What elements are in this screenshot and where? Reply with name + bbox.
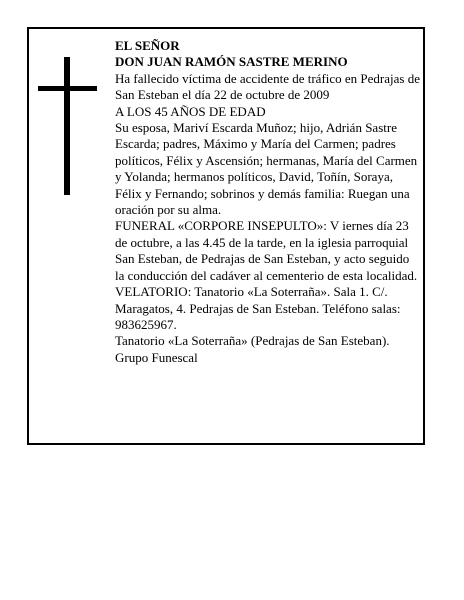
- age-line: A LOS 45 AÑOS DE EDAD: [115, 103, 266, 119]
- wake-info: VELATORIO: Tanatorio «La Soterraña». Sala 1. C/. Maragatos, 4. Pedrajas de San Esteban. Teléfono salas: 983625967.: [115, 284, 401, 332]
- funeral-company: Grupo Funescal: [115, 349, 198, 365]
- heading-title: EL SEÑOR: [115, 38, 180, 53]
- funeral-info: FUNERAL «CORPORE INSEPULTO»: V iernes día 23 de octubre, a las 4.45 de la tarde, en la iglesia parroquial San Esteban, de Pedrajas de San Esteban, y acto seguido la conducción del cadáver al cementerio de esta localidad.: [115, 218, 418, 283]
- obituary-text: [115, 38, 420, 366]
- cross-icon-arm: [38, 86, 97, 91]
- deceased-name: DON JUAN RAMÓN SASTRE MERINO: [115, 54, 348, 70]
- family-list: Su esposa, Mariví Escarda Muñoz; hijo, Adrián Sastre Escarda; padres, Máximo y María del Carmen; padres políticos, Félix y Ascensión; hermanas, María del Carmen y Yolanda; hermanos políticos, David, Toñín, Soraya, Félix y Fernando; sobrinos y demás familia: Ruegan una oración por su alma.: [115, 120, 418, 218]
- death-announcement: Ha fallecido víctima de accidente de tráfico en Pedrajas de San Esteban el día 22 de octubre de 2009: [115, 70, 420, 103]
- funeral-home-line: Tanatorio «La Soterraña» (Pedrajas de San Esteban).: [115, 333, 390, 349]
- cross-icon: [64, 57, 70, 195]
